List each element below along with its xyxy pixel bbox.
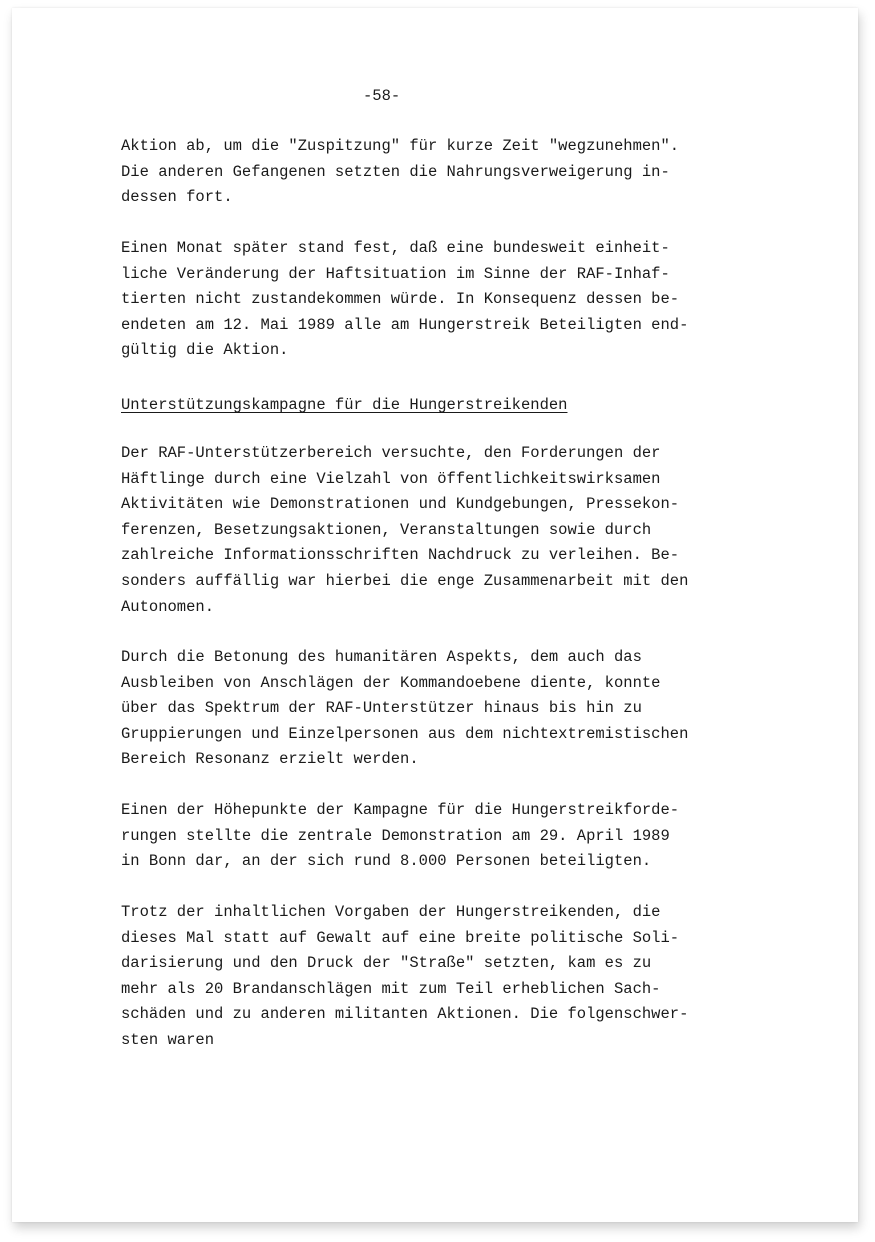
paragraph-2	[121, 236, 781, 364]
text-line: Einen der Höhepunkte der Kampagne für die Hungerstreikforde-	[121, 801, 680, 819]
text-line: Autonomen.	[121, 597, 215, 616]
text-line: Die anderen Gefangenen setzten die Nahrungsverweigerung in-	[121, 162, 670, 181]
text-line: Bereich Resonanz erzielt werden.	[121, 750, 419, 769]
text-line: Trotz der inhaltlichen Vorgaben der Hungerstreikenden, die	[121, 903, 661, 921]
section-heading: Unterstützungskampagne für die Hungerstreikenden	[121, 396, 568, 414]
text-line: Einen Monat später stand fest, daß eine bundesweit einheit-	[121, 239, 670, 257]
page-number: -58-	[363, 87, 401, 105]
text-line: rungen stellte die zentrale Demonstration am 29. April 1989	[121, 826, 670, 845]
paragraph-1	[121, 134, 781, 211]
paragraph-3	[121, 441, 781, 620]
text-line: dessen fort.	[121, 188, 233, 207]
paragraph-4	[121, 645, 781, 773]
text-line: darisierung und den Druck der "Straße" setzten, kam es zu	[121, 954, 652, 973]
text-line: sten waren	[121, 1030, 215, 1049]
text-line: schäden und zu anderen militanten Aktionen. Die folgenschwer-	[121, 1005, 689, 1024]
text-line: liche Veränderung der Haftsituation im Sinne der RAF-Inhaf-	[121, 264, 670, 283]
text-line: Gruppierungen und Einzelpersonen aus dem nichtextremistischen	[121, 724, 689, 743]
text-line: endeten am 12. Mai 1989 alle am Hungerstreik Beteiligten end-	[121, 315, 689, 334]
text-line: gültig die Aktion.	[121, 341, 289, 360]
paragraph-5	[121, 798, 781, 875]
text-line: Der RAF-Unterstützerbereich versuchte, den Forderungen der	[121, 444, 661, 462]
text-line: ferenzen, Besetzungsaktionen, Veranstaltungen sowie durch	[121, 520, 652, 539]
text-line: tierten nicht zustandekommen würde. In Konsequenz dessen be-	[121, 290, 680, 309]
text-line: dieses Mal statt auf Gewalt auf eine breite politische Soli-	[121, 928, 680, 947]
text-line: Durch die Betonung des humanitären Aspekts, dem auch das	[121, 648, 642, 666]
text-line: mehr als 20 Brandanschlägen mit zum Teil erheblichen Sach-	[121, 979, 661, 998]
text-line: Ausbleiben von Anschlägen der Kommandoebene diente, konnte	[121, 673, 661, 692]
paragraph-6	[121, 900, 781, 1054]
text-line: über das Spektrum der RAF-Unterstützer hinaus bis hin zu	[121, 699, 642, 718]
text-line: zahlreiche Informationsschriften Nachdruck zu verleihen. Be-	[121, 546, 680, 565]
text-line: sonders auffällig war hierbei die enge Zusammenarbeit mit den	[121, 571, 689, 590]
text-line: in Bonn dar, an der sich rund 8.000 Personen beteiligten.	[121, 852, 652, 871]
text-line: Aktivitäten wie Demonstrationen und Kundgebungen, Pressekon-	[121, 495, 680, 514]
text-line: Aktion ab, um die "Zuspitzung" für kurze Zeit "wegzunehmen".	[121, 137, 680, 155]
text-line: Häftlinge durch eine Vielzahl von öffentlichkeitswirksamen	[121, 469, 661, 488]
